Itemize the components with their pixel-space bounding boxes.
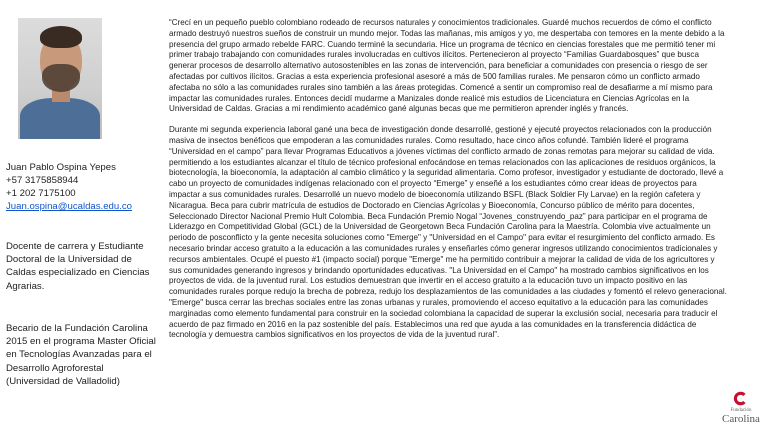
role-description: Docente de carrera y Estudiante Doctoral de la Universidad de Caldas especializado en Ciencias Agrarias. (6, 241, 150, 292)
logo-text-carolina: Carolina (722, 413, 760, 425)
bio-paragraph-1: “Crecí en un pequeño pueblo colombiano rodeado de recursos naturales y conocimientos tradicionales. Guardé muchos recuerdos de cómo el conflicto armado destruyó nuestros sueños de construir un mundo mejor. Todas las mañanas, mis amigos y yo, me despertaba con temores en la mente debido a la presencia del grupo armado rebelde FARC. Cuando terminé la secundaria. Hice un programa de técnico en ciencias forestales que me permitió tener mi primer trabajo trabajando con comunidades rurales involucradas en cultivos ilícitos. Pertenecieron al proyecto “Familias Guardabosques” que busca generar procesos de desarrollo alternativo autosostenibles en las zonas de intervención, para beneficiar a comunidades con presencia o riesgo de ser afectadas por cultivos ilícitos. Gracias a esta experiencia profesional asesoré a más de 500 familias rurales. Me pensaron cómo un conflicto armado afectaba no sólo a las comunidades rurales sino también a las áreas protegidas. Comencé a sentir un compromiso real de desafiarme a mí mismo para impactar las comunidades rurales. Entonces decidí mudarme a Manizales donde realicé mis estudios de Licenciatura en Ciencias Agrícolas en la Universidad de Caldas. Gracias a mi rendimiento académico gané algunas becas que me permitieron aprender inglés y francés. (169, 18, 725, 114)
profile-photo (18, 18, 102, 139)
fundacion-carolina-logo (716, 388, 766, 430)
email-link[interactable]: Juan.ospina@ucaldas.edu.co (6, 201, 133, 212)
contact-block (6, 161, 132, 213)
grant-description: Becario de la Fundación Carolina 2015 en el programa Master Oficial en Tecnologías Avanzadas para el Desarrollo Agroforestal (Universidad de Valladolid) (6, 323, 156, 387)
person-name: Juan Pablo Ospina Yepes (6, 162, 116, 173)
phone-us: +1 202 7175100 (6, 188, 76, 199)
phone-colombia: +57 3175858944 (6, 175, 79, 186)
carolina-c-icon (732, 390, 749, 407)
bio-paragraph-2: Durante mi segunda experiencia laboral gané una beca de investigación donde desarrollé, gestioné y ejecuté proyectos relacionados con la producción masiva de insectos benéficos que empoderan a las comunidades rurales. Como resultado, hace cinco años cofundé. También lideré el programa “Universidad en el campo” para llevar Programas Educativos a jóvenes víctimas del conflicto armado de zonas remotas para mejorar su calidad de vida. permitiendo a los estudiantes alcanzar el título de técnico profesional enfocándose en temas relacionados con las aplicaciones de residuos orgánicos, la biotecnología, la bioeconomía, la adaptación al cambio climático y la seguridad alimentaria. Como profesor, investigador y estudiante de doctorado, llevé a cabo un proyecto de comunidades indígenas relacionado con el proyecto “Emerge” y enseñé a los estudiantes cómo crear ideas de proyectos para impactar a sus comunidades rurales. Desarrollé un nuevo modelo de bioeconomía utilizando BSFL (Black Soldier Fly Larvae) en la región cafetera y Nicaragua. Beca para cubrir matrícula de estudios de Doctorado en Ciencias Agrícolas y Bioeconomía, Concurso público de mérito para docentes, Seleccionado Director Nacional Premio Hult Colombia. Beca Fundación Premio Nogal “Jovenes_construyendo_paz” para participar en el programa de Liderazgo en Competitividad Global (GCL) de la Universidad de Georgetown Beca Fundación Carolina para la Maestría. Colombia vive actualmente un periodo de posconflicto y la gente necesita soluciones como "Emerge" y "Universidad en el Campo" para evitar el resurgimiento del conflicto armado. Es necesario brindar acceso gratuito a la educación a las comunidades rurales y enseñarles cómo generar ingresos utilizando conocimientos tradicionales y recursos ambientales. Ocupé el puesto #1 (impacto social) porque "Emerge" me ha permitido contribuir a mejorar la calidad de vida de los agricultores y sus comunidades generando ingresos y brindando oportunidades educativas. "La Universidad en el Campo" ha mostrado cambios significativos en los proyectos de vida. de la juventud rural. Los estudios demuestran que invertir en el acceso gratuito a la educación tuvo un impacto positivo en las comunidades rurales porque redujo la brecha de pobreza, redujo los desplazamientos de las comunidades a las ciudades y fomentó el relevo generacional. "Emerge" busca cerrar las brechas sociales entre las zonas urbanas y rurales, promoviendo el acceso equitativo a la educación para las comunidades marginadas como elemento fundamental para construir en la sociedad colombiana la capacidad de superar la exclusión social, necesaria para traducir el acuerdo de paz firmado en 2016 en la paz sostenible del país. Establecimos una red que ayuda a las comunidades en la transferencia didáctica de tecnología y demuestra cambios significativos en los proyectos de vida de la juventud rural”. (169, 125, 727, 340)
logo-text-fundacion: Fundación (730, 408, 752, 413)
biography (169, 18, 729, 341)
